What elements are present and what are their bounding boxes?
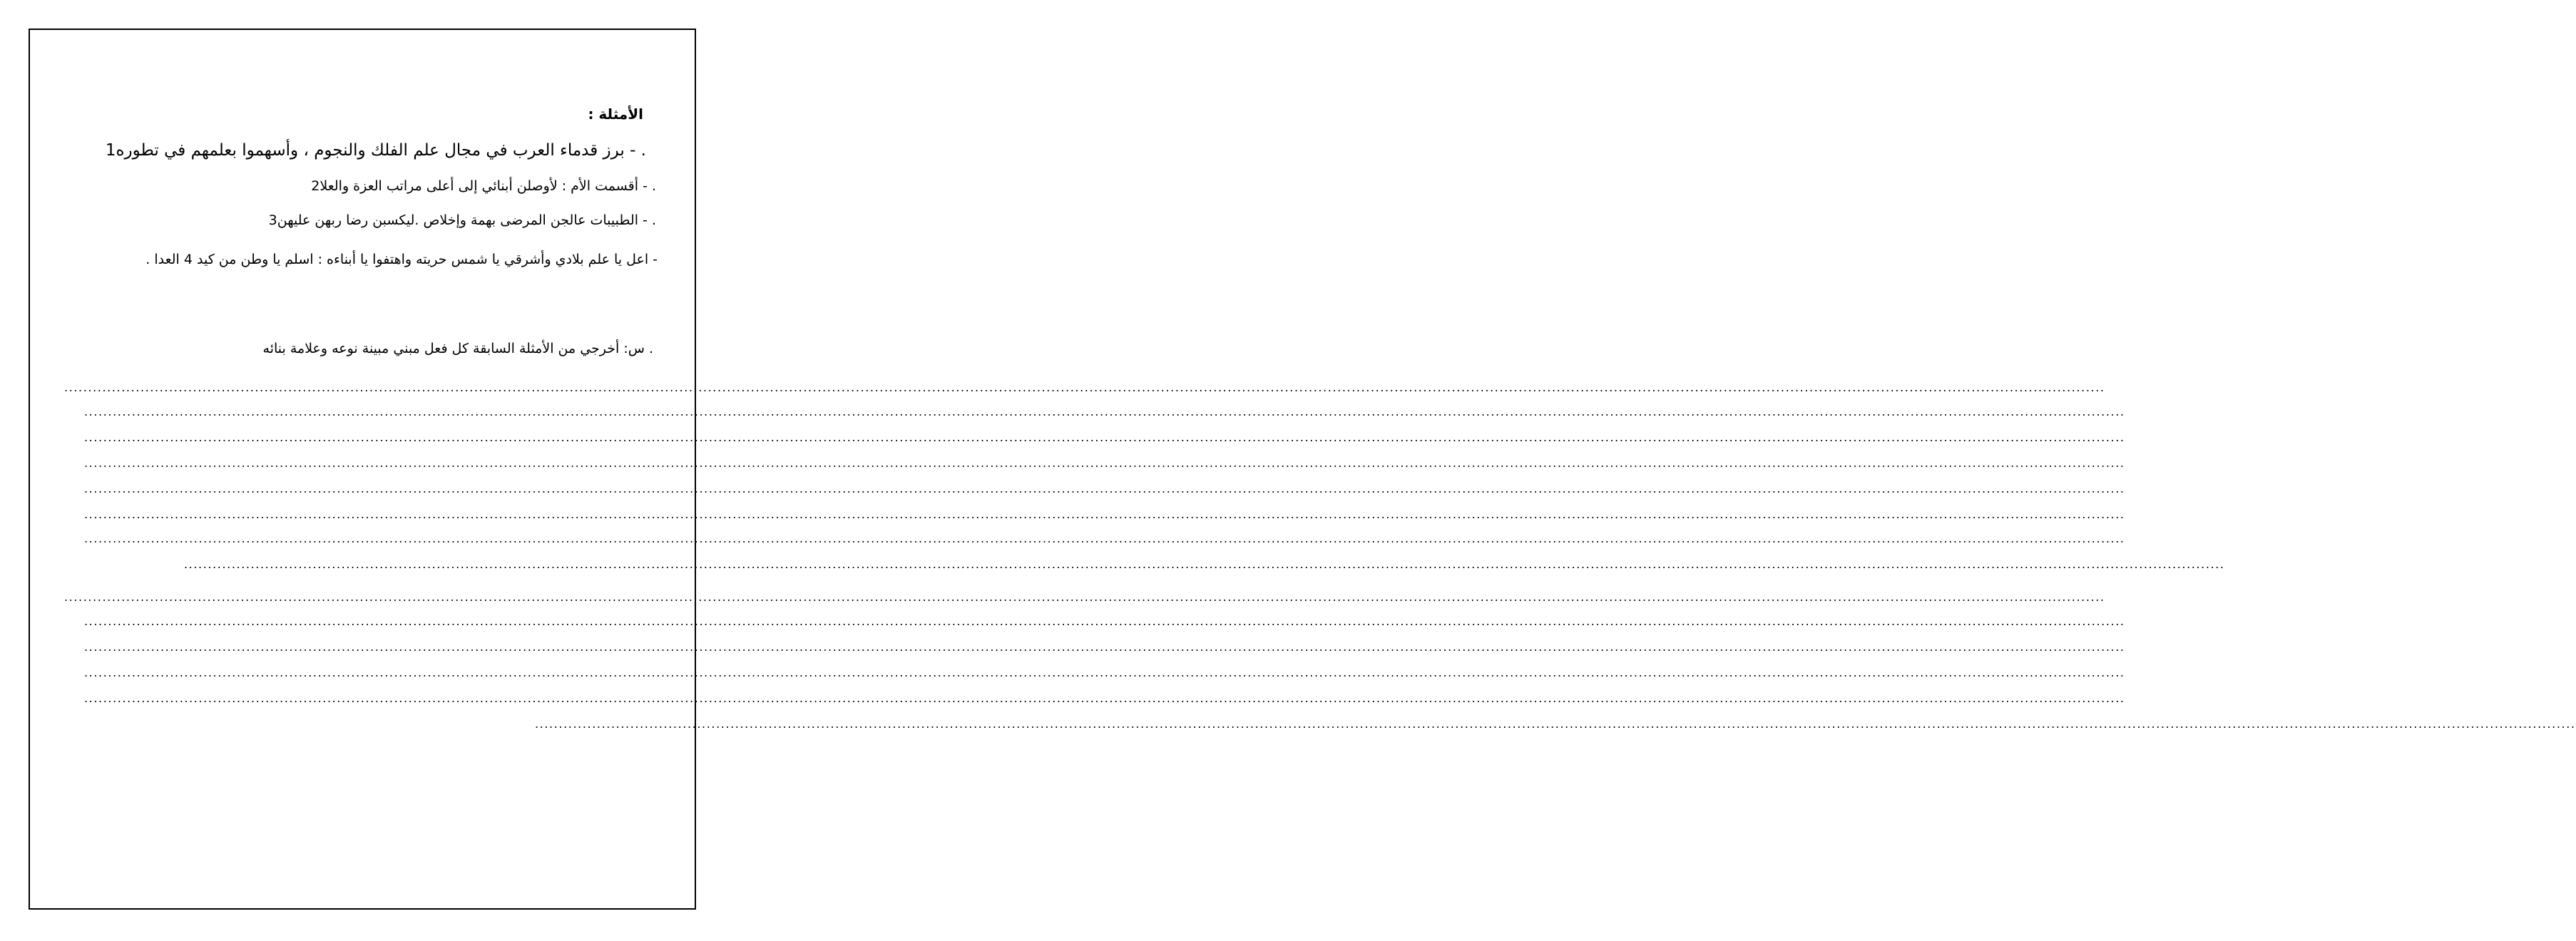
example-3: . - الطبيبات عالجن المرضى بهمة وإخلاص .ليكسبن رضا ربهن عليهن3 [268, 212, 656, 228]
answer-line[interactable]: ............................................................................................................................................................................................................................................................................................................................................................................................................................................ [64, 381, 2105, 394]
answer-line[interactable]: ............................................................................................................................................................................................................................................................................................................................................................................................................................................ [84, 431, 2125, 444]
examples-heading: الأمثلة : [588, 106, 643, 123]
example-4: - اعل يا علم بلادي وأشرقي يا شمس حريته واهتفوا يا أبناءه : اسلم يا وطن من كيد 4 العدا . [145, 252, 658, 267]
answer-line[interactable]: ............................................................................................................................................................................................................................................................................................................................................................................................................................................ [84, 456, 2125, 470]
answer-line[interactable]: ............................................................................................................................................................................................................................................................................................................................................................................................................................................ [84, 640, 2125, 654]
answer-line[interactable]: ............................................................................................................................................................................................................................................................................................................................................................................................................................................ [64, 590, 2105, 604]
answer-line[interactable]: ............................................................................................................................................................................................................................................................................................................................................................................................................................................ [184, 557, 2225, 571]
answer-line[interactable]: ............................................................................................................................................................................................................................................................................................................................................................................................................................................ [84, 615, 2125, 628]
answer-line[interactable]: ............................................................................................................................................................................................................................................................................................................................................................................................................................................ [84, 405, 2125, 418]
question-prompt: . س: أخرجي من الأمثلة السابقة كل فعل مبني مبينة نوعه وعلامة بنائه [262, 341, 653, 356]
example-2: . - أقسمت الأم : لأوصلن أبنائي إلى أعلى مراتب العزة والعلا2 [311, 178, 656, 194]
answer-line[interactable]: ............................................................................................................................................................................................................................................................................................................................................................................................................................................ [84, 691, 2125, 705]
example-1: . - برز قدماء العرب في مجال علم الفلك والنجوم ، وأسهموا بعلمهم في تطوره1 [105, 141, 646, 160]
answer-line[interactable]: ............................................................................................................................................................................................................................................................................................................................................................................................................................................ [84, 482, 2125, 495]
answer-line[interactable]: ............................................................................................................................................................................................................................................................................................................................................................................................................................................ [84, 532, 2125, 545]
answer-line[interactable]: ............................................................................................................................................................................................................................................................................................................................................................................................................................................ [84, 508, 2125, 521]
answer-line[interactable]: ............................................................................................................................................................................................................................................................................................................................................................................................................................................ [84, 666, 2125, 679]
answer-line[interactable]: ............................................................................................................................................................................................................................................................................................................................................................................................................................................ [535, 717, 2576, 731]
